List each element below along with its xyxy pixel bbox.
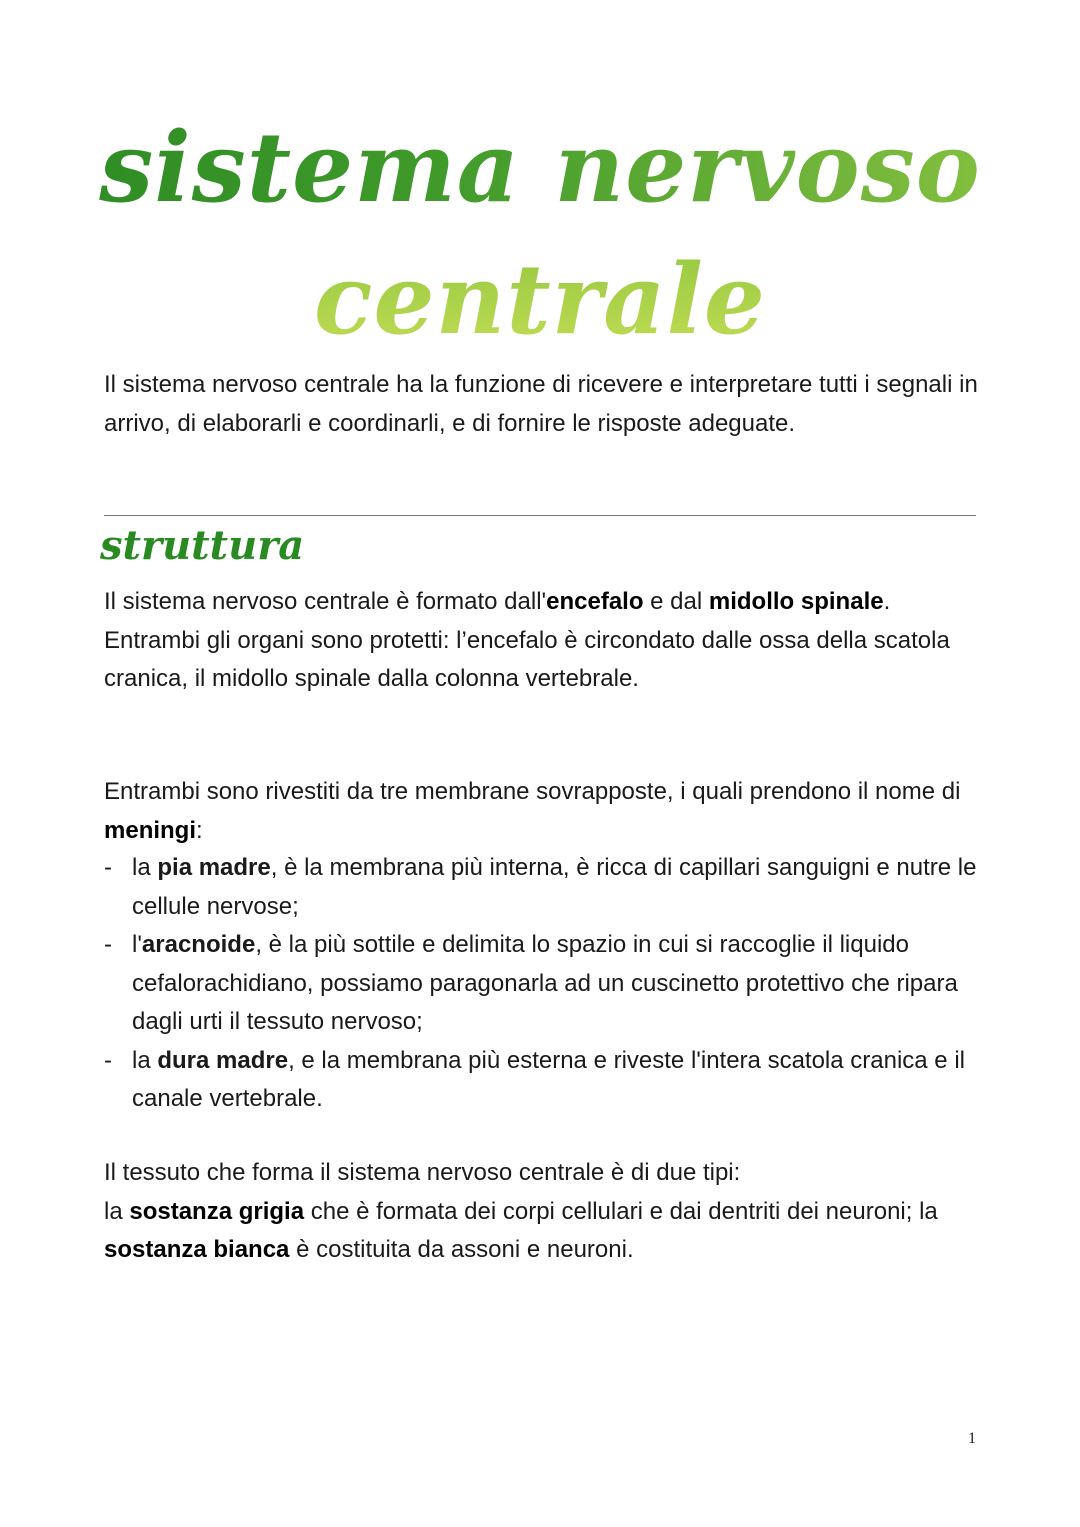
text: Il sistema nervoso centrale è formato dall' — [104, 588, 547, 615]
list-item — [104, 926, 984, 1042]
text: che è formata dei corpi cellulari e dai dentriti dei neuroni; la — [304, 1197, 938, 1225]
text: Il tessuto che forma il sistema nervoso centrale è di due tipi: — [104, 1159, 741, 1186]
bold-term-encefalo: encefalo — [546, 588, 644, 615]
text: la — [104, 1197, 130, 1225]
meningi-intro-paragraph — [104, 773, 984, 850]
text: e dal — [643, 588, 709, 615]
text: è costituita da assoni e neuroni. — [289, 1236, 634, 1263]
list-item — [104, 1042, 984, 1119]
text: la — [132, 1046, 158, 1074]
bold-term: aracnoide — [141, 931, 256, 958]
list-item — [104, 849, 984, 926]
bold-term-sostanza-bianca: sostanza bianca — [104, 1236, 290, 1263]
text: . Entrambi gli organi sono protetti: l’encefalo è circondato dalle ossa della scatola cranica, il midollo spinale dalla colonna vertebrale. — [104, 588, 950, 692]
bold-term-sostanza-grigia: sostanza grigia — [129, 1197, 305, 1225]
text: Entrambi sono rivestiti da tre membrane sovrapposte, i quali prendono il nome di — [104, 778, 961, 805]
text: l' — [132, 931, 142, 958]
page-number: 1 — [968, 1430, 976, 1447]
section-title-struttura: struttura — [100, 522, 305, 569]
structure-paragraph — [104, 583, 984, 699]
bold-term-midollo-spinale: midollo spinale — [708, 588, 884, 615]
bold-term: pia madre — [157, 854, 271, 881]
meningi-list — [104, 849, 984, 1119]
bold-term: dura madre — [157, 1046, 289, 1074]
dash-bullet-icon: - — [104, 854, 112, 881]
document-title-line-2: centrale — [0, 240, 1080, 360]
dash-bullet-icon: - — [104, 931, 112, 958]
section-divider — [104, 515, 976, 516]
text: , è la membrana più interna, è ricca di capillari sanguigni e nutre le cellule nervose; — [132, 854, 977, 920]
text: la — [132, 854, 158, 881]
text: : — [196, 816, 203, 844]
text: , e la membrana più esterna e riveste l'intera scatola cranica e il canale vertebrale. — [132, 1046, 965, 1112]
bold-term-meningi: meningi — [104, 816, 197, 844]
intro-paragraph: Il sistema nervoso centrale ha la funzione di ricevere e interpretare tutti i segnali in arrivo, di elaborarli e coordinarli, e di fornire le risposte adeguate. — [104, 371, 978, 437]
document-title-line-1: sistema nervoso — [0, 108, 1080, 228]
text: , è la più sottile e delimita lo spazio in cui si raccoglie il liquido cefalorachidiano, possiamo paragonarla ad un cuscinetto protettivo che ripara dagli urti il tessuto nervoso; — [132, 931, 958, 1035]
tissue-paragraph — [104, 1154, 984, 1270]
dash-bullet-icon: - — [104, 1046, 112, 1074]
